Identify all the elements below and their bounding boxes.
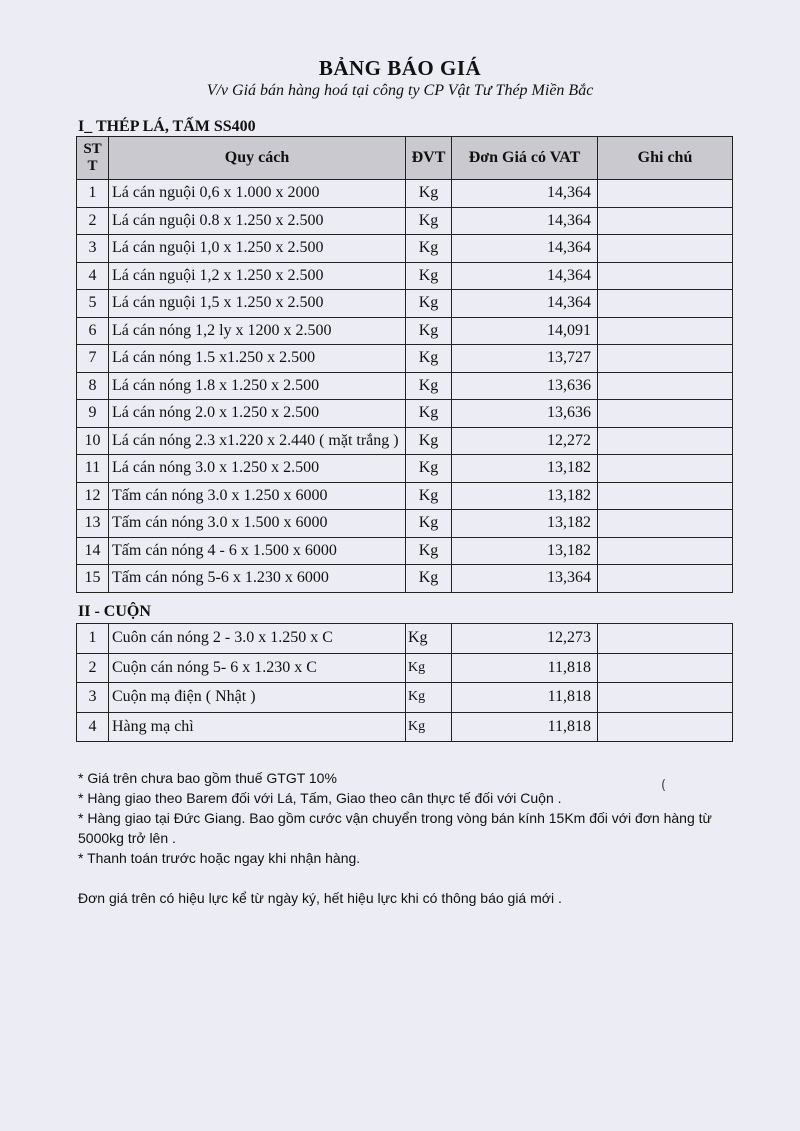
note-delivery-location: * Hàng giao tại Đức Giang. Bao gồm cước vận chuyển trong vòng bán kính 15Km đối với đơn hàng từ 5000kg trở lên . <box>78 810 712 846</box>
row-unit: Kg <box>406 207 452 235</box>
row-spec: Tấm cán nóng 4 - 6 x 1.500 x 6000 <box>109 537 406 565</box>
row-unit: Kg <box>406 372 452 400</box>
row-unit: Kg <box>406 537 452 565</box>
table-row <box>77 400 733 428</box>
row-price: 11,818 <box>452 653 598 683</box>
notes-block <box>78 768 758 868</box>
table-row <box>77 207 733 235</box>
row-stt: 7 <box>77 345 109 373</box>
coil-price-table <box>76 623 733 742</box>
row-note <box>598 207 733 235</box>
row-note <box>598 712 733 742</box>
row-stt: 3 <box>77 235 109 263</box>
row-price: 13,182 <box>452 482 598 510</box>
table-row <box>77 290 733 318</box>
row-stt: 12 <box>77 482 109 510</box>
row-price: 13,182 <box>452 510 598 538</box>
row-note <box>598 345 733 373</box>
row-note <box>598 317 733 345</box>
row-note <box>598 180 733 208</box>
header-unit: ĐVT <box>406 137 452 180</box>
table-row <box>77 372 733 400</box>
row-note <box>598 455 733 483</box>
table-row <box>77 455 733 483</box>
note-delivery-weight: * Hàng giao theo Barem đối với Lá, Tấm, Giao theo cân thực tế đối với Cuộn . <box>78 790 562 806</box>
document-title: BẢNG BÁO GIÁ <box>318 56 482 80</box>
row-stt: 8 <box>77 372 109 400</box>
row-stt: 4 <box>77 262 109 290</box>
row-unit: Kg <box>406 262 452 290</box>
note-vat: * Giá trên chưa bao gồm thuế GTGT 10% <box>78 770 337 786</box>
row-price: 14,364 <box>452 262 598 290</box>
header-stt: ST T <box>77 137 109 180</box>
table-row <box>77 180 733 208</box>
section-2-rows <box>77 624 733 742</box>
row-price: 11,818 <box>452 683 598 713</box>
header-note: Ghi chú <box>598 137 733 180</box>
row-price: 12,273 <box>452 624 598 654</box>
row-stt: 5 <box>77 290 109 318</box>
row-spec: Hàng mạ chì <box>109 712 406 742</box>
row-unit: Kg <box>406 427 452 455</box>
row-spec: Tấm cán nóng 5-6 x 1.230 x 6000 <box>109 565 406 593</box>
row-stt: 9 <box>77 400 109 428</box>
row-unit: Kg <box>406 482 452 510</box>
row-spec: Cuôn cán nóng 2 - 3.0 x 1.250 x C <box>109 624 406 654</box>
row-spec: Tấm cán nóng 3.0 x 1.250 x 6000 <box>109 482 406 510</box>
row-stt: 11 <box>77 455 109 483</box>
row-unit: Kg <box>406 345 452 373</box>
document-subtitle: V/v Giá bán hàng hoá tại công ty CP Vật Tư Thép Miền Bắc <box>206 82 594 99</box>
row-note <box>598 565 733 593</box>
table-row <box>77 624 733 654</box>
row-spec: Cuộn cán nóng 5- 6 x 1.230 x C <box>109 653 406 683</box>
row-unit: Kg <box>406 317 452 345</box>
row-price: 14,091 <box>452 317 598 345</box>
row-unit: Kg <box>406 290 452 318</box>
row-note <box>598 624 733 654</box>
table-row <box>77 482 733 510</box>
row-price: 14,364 <box>452 180 598 208</box>
row-spec: Lá cán nóng 1.8 x 1.250 x 2.500 <box>109 372 406 400</box>
row-price: 14,364 <box>452 290 598 318</box>
row-unit: Kg <box>406 510 452 538</box>
row-unit: Kg <box>406 565 452 593</box>
row-note <box>598 510 733 538</box>
row-price: 13,636 <box>452 372 598 400</box>
row-price: 14,364 <box>452 235 598 263</box>
header-spec: Quy cách <box>109 137 406 180</box>
table-row <box>77 537 733 565</box>
row-price: 13,636 <box>452 400 598 428</box>
row-stt: 4 <box>77 712 109 742</box>
row-price: 13,182 <box>452 455 598 483</box>
row-stt: 10 <box>77 427 109 455</box>
table-row <box>77 427 733 455</box>
row-note <box>598 262 733 290</box>
row-price: 13,364 <box>452 565 598 593</box>
row-unit: Kg <box>406 683 452 713</box>
row-stt: 14 <box>77 537 109 565</box>
row-stt: 6 <box>77 317 109 345</box>
row-spec: Lá cán nguội 0.8 x 1.250 x 2.500 <box>109 207 406 235</box>
row-unit: Kg <box>406 235 452 263</box>
table-header-row <box>77 137 733 180</box>
row-unit: Kg <box>406 400 452 428</box>
row-note <box>598 653 733 683</box>
row-stt: 2 <box>77 653 109 683</box>
table-row <box>77 565 733 593</box>
row-stt: 2 <box>77 207 109 235</box>
row-unit: Kg <box>406 624 452 654</box>
row-unit: Kg <box>406 653 452 683</box>
row-price: 14,364 <box>452 207 598 235</box>
table-row <box>77 683 733 713</box>
section-2-title: II - CUỘN <box>78 603 151 620</box>
section-1-title: I_ THÉP LÁ, TẤM SS400 <box>78 118 256 135</box>
row-unit: Kg <box>406 712 452 742</box>
row-stt: 15 <box>77 565 109 593</box>
row-unit: Kg <box>406 180 452 208</box>
row-price: 13,727 <box>452 345 598 373</box>
row-note <box>598 427 733 455</box>
row-stt: 1 <box>77 624 109 654</box>
row-note <box>598 683 733 713</box>
row-note <box>598 537 733 565</box>
validity-statement: Đơn giá trên có hiệu lực kể từ ngày ký, hết hiệu lực khi có thông báo giá mới . <box>78 890 562 906</box>
table-row <box>77 653 733 683</box>
row-note <box>598 482 733 510</box>
row-price: 11,818 <box>452 712 598 742</box>
table-row <box>77 235 733 263</box>
row-spec: Lá cán nguội 0,6 x 1.000 x 2000 <box>109 180 406 208</box>
row-note <box>598 290 733 318</box>
header-price: Đơn Giá có VAT <box>452 137 598 180</box>
table-row <box>77 345 733 373</box>
row-note <box>598 372 733 400</box>
row-stt: 3 <box>77 683 109 713</box>
row-spec: Lá cán nóng 2.0 x 1.250 x 2.500 <box>109 400 406 428</box>
table-row <box>77 712 733 742</box>
section-1-rows <box>77 180 733 593</box>
row-spec: Lá cán nóng 1,2 ly x 1200 x 2.500 <box>109 317 406 345</box>
row-spec: Tấm cán nóng 3.0 x 1.500 x 6000 <box>109 510 406 538</box>
row-unit: Kg <box>406 455 452 483</box>
row-spec: Lá cán nóng 2.3 x1.220 x 2.440 ( mặt trắng ) <box>109 427 406 455</box>
row-price: 13,182 <box>452 537 598 565</box>
table-row <box>77 262 733 290</box>
stray-pen-mark: ( <box>661 778 667 793</box>
row-note <box>598 235 733 263</box>
steel-sheet-price-table <box>76 136 733 593</box>
table-row <box>77 317 733 345</box>
row-note <box>598 400 733 428</box>
table-row <box>77 510 733 538</box>
row-stt: 1 <box>77 180 109 208</box>
row-spec: Lá cán nóng 3.0 x 1.250 x 2.500 <box>109 455 406 483</box>
row-spec: Lá cán nguội 1,2 x 1.250 x 2.500 <box>109 262 406 290</box>
row-spec: Lá cán nguội 1,5 x 1.250 x 2.500 <box>109 290 406 318</box>
row-price: 12,272 <box>452 427 598 455</box>
row-stt: 13 <box>77 510 109 538</box>
row-spec: Cuộn mạ điện ( Nhật ) <box>109 683 406 713</box>
row-spec: Lá cán nguội 1,0 x 1.250 x 2.500 <box>109 235 406 263</box>
row-spec: Lá cán nóng 1.5 x1.250 x 2.500 <box>109 345 406 373</box>
note-payment: * Thanh toán trước hoặc ngay khi nhận hàng. <box>78 850 361 866</box>
